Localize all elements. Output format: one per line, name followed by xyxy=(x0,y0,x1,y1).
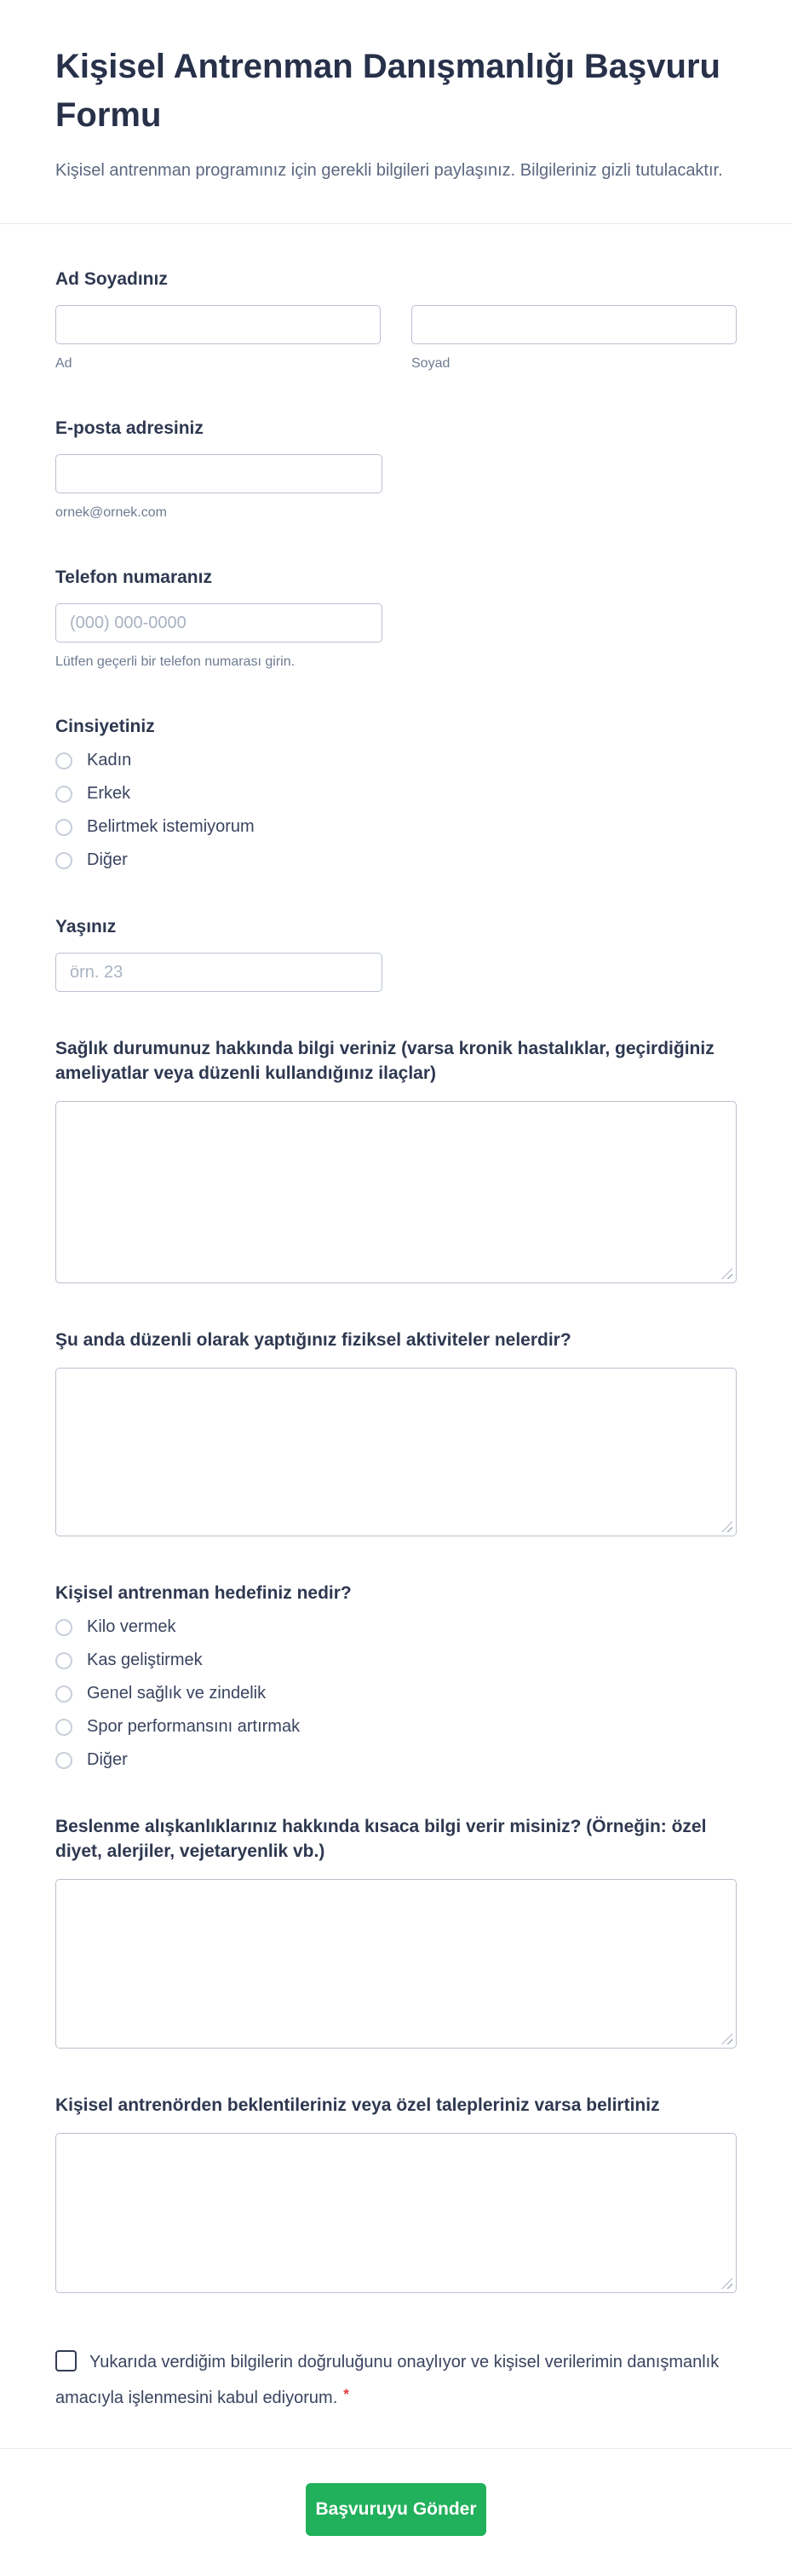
field-age xyxy=(55,914,737,992)
age-input[interactable] xyxy=(55,953,382,992)
radio-icon[interactable] xyxy=(55,1752,72,1769)
last-name-sublabel: Soyad xyxy=(411,356,451,371)
field-expectations xyxy=(55,2093,737,2293)
gender-label: Cinsiyetiniz xyxy=(55,717,155,736)
health-textarea[interactable] xyxy=(55,1101,737,1283)
gender-option-diger[interactable]: Diğer xyxy=(55,850,737,870)
phone-label: Telefon numaranız xyxy=(55,568,212,587)
first-name-input[interactable] xyxy=(55,305,381,344)
page-subtitle: Kişisel antrenman programınız için gerekli bilgileri paylaşınız. Bilgileriniz gizli tutulacaktır. xyxy=(55,161,723,180)
phone-input[interactable] xyxy=(55,603,382,643)
submit-button[interactable]: Başvuruyu Gönder xyxy=(306,2483,486,2536)
required-asterisk: * xyxy=(343,2386,349,2402)
gender-option-belirtmek-istemiyorum[interactable]: Belirtmek istemiyorum xyxy=(55,817,737,837)
submit-row xyxy=(0,2449,792,2576)
nutrition-textarea[interactable] xyxy=(55,1879,737,2049)
nutrition-label: Beslenme alışkanlıklarınız hakkında kısaca bilgi verir misiniz? (Örneğin: özel diyet, alerjiler, vejetaryenlik vb.) xyxy=(55,1817,707,1861)
field-email xyxy=(55,416,737,521)
goal-option-spor-performansi[interactable]: Spor performansını artırmak xyxy=(55,1717,737,1737)
consent-row[interactable] xyxy=(55,2346,737,2414)
activities-label: Şu anda düzenli olarak yaptığınız fiziksel aktiviteler nelerdir? xyxy=(55,1330,571,1350)
gender-option-erkek[interactable]: Erkek xyxy=(55,784,737,804)
consent-label: Yukarıda verdiğim bilgilerin doğruluğunu onaylıyor ve kişisel verilerimin danışmanlık amacıyla işlenmesini kabul ediyorum. xyxy=(55,2353,720,2407)
header-divider xyxy=(0,223,792,224)
radio-icon[interactable] xyxy=(55,819,72,836)
last-name-input[interactable] xyxy=(411,305,737,344)
first-name-sublabel: Ad xyxy=(55,356,72,371)
phone-helper: Lütfen geçerli bir telefon numarası girin. xyxy=(55,654,296,669)
email-helper: ornek@ornek.com xyxy=(55,505,167,520)
health-label: Sağlık durumunuz hakkında bilgi veriniz (varsa kronik hastalıklar, geçirdiğiniz ameliyatlar veya düzenli kullandığınız ilaçlar) xyxy=(55,1039,715,1083)
radio-icon[interactable] xyxy=(55,752,72,769)
activities-textarea[interactable] xyxy=(55,1368,737,1536)
goal-option-kilo-vermek[interactable]: Kilo vermek xyxy=(55,1617,737,1637)
form-body xyxy=(0,267,792,2414)
radio-icon[interactable] xyxy=(55,1619,72,1636)
gender-option-kadin[interactable]: Kadın xyxy=(55,751,737,770)
goal-label: Kişisel antrenman hedefiniz nedir? xyxy=(55,1583,352,1603)
field-goal xyxy=(55,1581,737,1770)
radio-icon[interactable] xyxy=(55,1719,72,1736)
field-full-name xyxy=(55,267,737,372)
full-name-label: Ad Soyadınız xyxy=(55,269,168,289)
field-health xyxy=(55,1036,737,1283)
expectations-label: Kişisel antrenörden beklentileriniz veya özel talepleriniz varsa belirtiniz xyxy=(55,2095,660,2115)
field-phone xyxy=(55,565,737,670)
field-gender xyxy=(55,714,737,870)
expectations-textarea[interactable] xyxy=(55,2133,737,2293)
goal-option-diger[interactable]: Diğer xyxy=(55,1750,737,1770)
page-title: Kişisel Antrenman Danışmanlığı Başvuru Formu xyxy=(55,48,720,134)
form-header xyxy=(0,0,792,223)
age-label: Yaşınız xyxy=(55,917,117,936)
field-nutrition xyxy=(55,1814,737,2049)
field-activities xyxy=(55,1328,737,1536)
goal-option-genel-saglik[interactable]: Genel sağlık ve zindelik xyxy=(55,1684,737,1703)
checkbox-icon[interactable] xyxy=(55,2350,77,2371)
radio-icon[interactable] xyxy=(55,852,72,869)
email-label: E-posta adresiniz xyxy=(55,418,204,438)
radio-icon[interactable] xyxy=(55,786,72,803)
email-input[interactable] xyxy=(55,454,382,493)
radio-icon[interactable] xyxy=(55,1686,72,1703)
goal-option-kas-gelistirmek[interactable]: Kas geliştirmek xyxy=(55,1651,737,1670)
radio-icon[interactable] xyxy=(55,1652,72,1669)
